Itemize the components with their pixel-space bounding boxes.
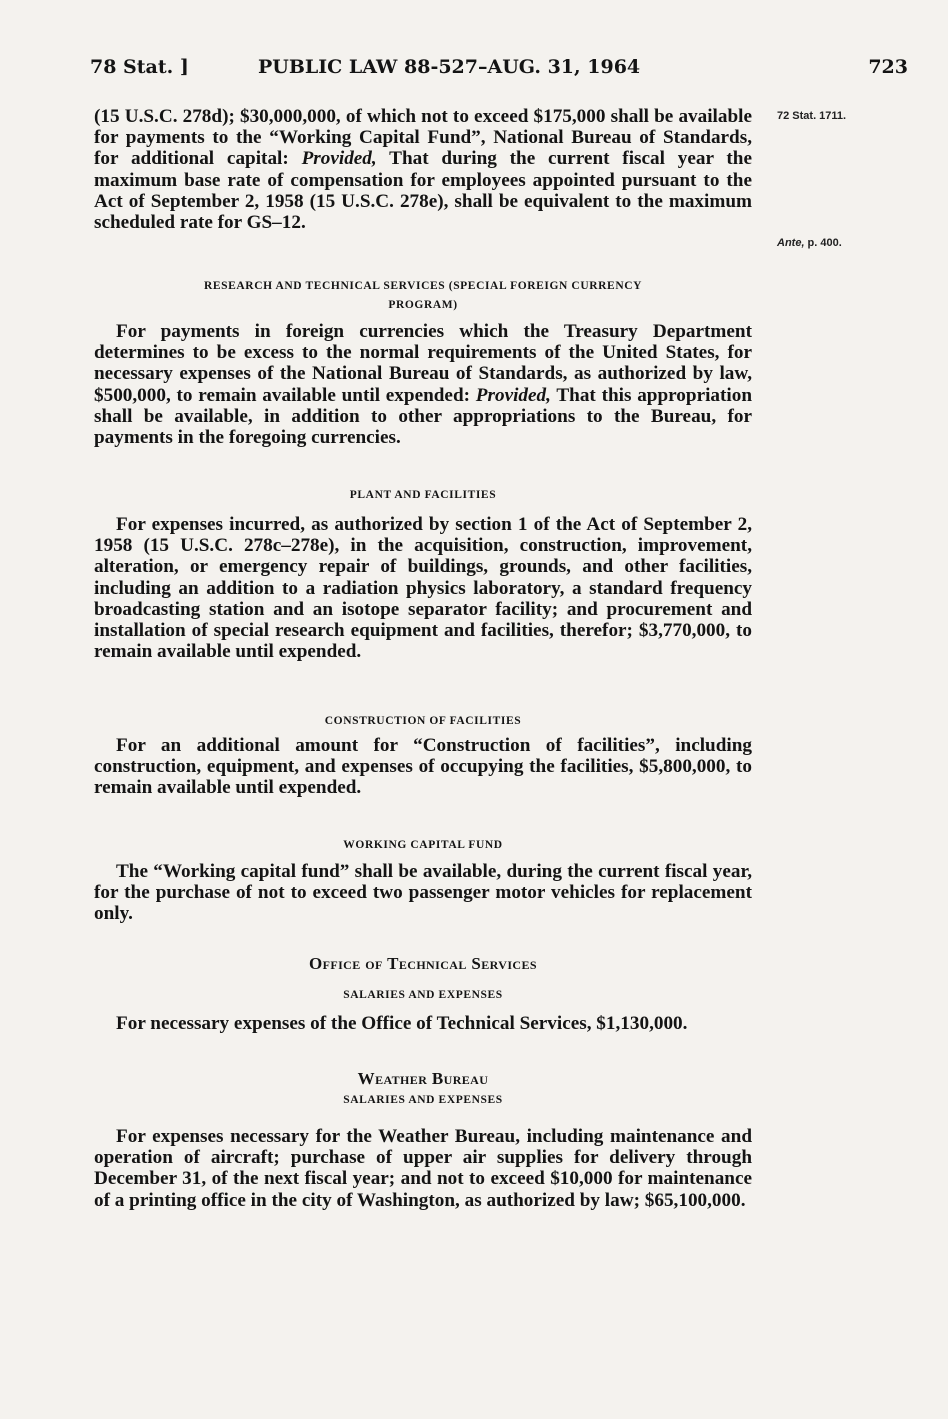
research-text-a: For payments in foreign currencies which the Treasury Department determines to be excess to the normal requirements of the United States, for necessary expenses of the National Bureau of Standards, as authorized by law, $500,000, to remain available until expended: xyxy=(94,321,752,406)
ots-paragraph: For necessary expenses of the Office of Technical Services, $1,130,000. xyxy=(116,1013,688,1034)
research-provided: Provided, xyxy=(475,384,551,406)
weather-heading: SALARIES AND EXPENSES xyxy=(343,1094,503,1106)
margin-note-ante-italic: Ante, xyxy=(777,237,805,249)
research-paragraph xyxy=(94,321,752,448)
plant-section xyxy=(94,486,752,662)
margin-note-ante-rest: p. 400. xyxy=(804,237,842,249)
intro-paragraph xyxy=(94,106,752,233)
plant-paragraph: For expenses incurred, as authorized by section 1 of the Act of September 2, 1958 (15 U.S.C. 278c–278e), in the acquisition, construction, improvement, alteration, or emergency repair of buildings, grounds, and other facilities, including an addition to a radiation physics laboratory, a standard frequency broadcasting station and an isotope separator facility; and procurement and installation of special research equipment and facilities, therefor; $3,770,000, to remain available until expended. xyxy=(94,514,752,663)
intro-text-b: That during the current fiscal year the maximum base rate of compensation for employees appointed pursuant to the Act of September 2, 1958 (15 U.S.C. 278e), shall be equivalent to the maximum scheduled rate for GS–12. xyxy=(94,148,752,234)
research-section xyxy=(94,277,752,448)
construction-heading: CONSTRUCTION OF FACILITIES xyxy=(324,715,522,727)
ots-heading: SALARIES AND EXPENSES xyxy=(343,989,503,1001)
working-capital-paragraph: The “Working capital fund” shall be available, during the current fiscal year, for the purchase of not to exceed two passenger motor vehicles for replacement only. xyxy=(94,861,752,925)
page-number: 723 xyxy=(868,56,908,78)
weather-paragraph: For expenses necessary for the Weather Bureau, including maintenance and operation of aircraft; purchase of upper air supplies for delivery through December 31, of the next fiscal year; and not to exceed $10,000 for maintenance of a printing office in the city of Washington, as authorized by law; $65,100,000. xyxy=(94,1126,752,1211)
construction-paragraph: For an additional amount for “Construction of facilities”, including construction, equipment, and expenses of occupying the facilities, $5,800,000, to remain available until expended. xyxy=(94,735,752,799)
research-heading-line1: RESEARCH AND TECHNICAL SERVICES (SPECIAL FOREIGN CURRENCY xyxy=(203,280,643,292)
law-title: PUBLIC LAW 88-527–AUG. 31, 1964 xyxy=(258,56,641,78)
research-heading-line2: PROGRAM) xyxy=(388,299,458,311)
statute-reference: 78 Stat. ] xyxy=(90,56,189,78)
margin-note-stat: 72 Stat. 1711. xyxy=(777,110,847,122)
plant-heading: PLANT AND FACILITIES xyxy=(349,489,497,501)
intro-provided: Provided, xyxy=(301,148,377,170)
ots-section xyxy=(94,954,752,1034)
margin-note-ante xyxy=(777,237,842,249)
working-capital-section xyxy=(94,836,752,925)
weather-title: Weather Bureau xyxy=(357,1069,489,1088)
page-header xyxy=(90,56,908,86)
construction-section xyxy=(94,712,752,799)
working-capital-heading: WORKING CAPITAL FUND xyxy=(343,839,503,851)
intro-section xyxy=(94,106,752,233)
weather-section xyxy=(94,1069,752,1211)
intro-text-a: (15 U.S.C. 278d); $30,000,000, of which not to exceed $175,000 shall be available for payments to the “Working Capital Fund”, National Bureau of Standards, for additional capital: xyxy=(94,106,752,170)
research-text-b: That this appropriation shall be available, in addition to other appropriations to the Bureau, for payments in the foregoing currencies. xyxy=(94,384,752,449)
ots-title: Office of Technical Services xyxy=(309,954,537,973)
